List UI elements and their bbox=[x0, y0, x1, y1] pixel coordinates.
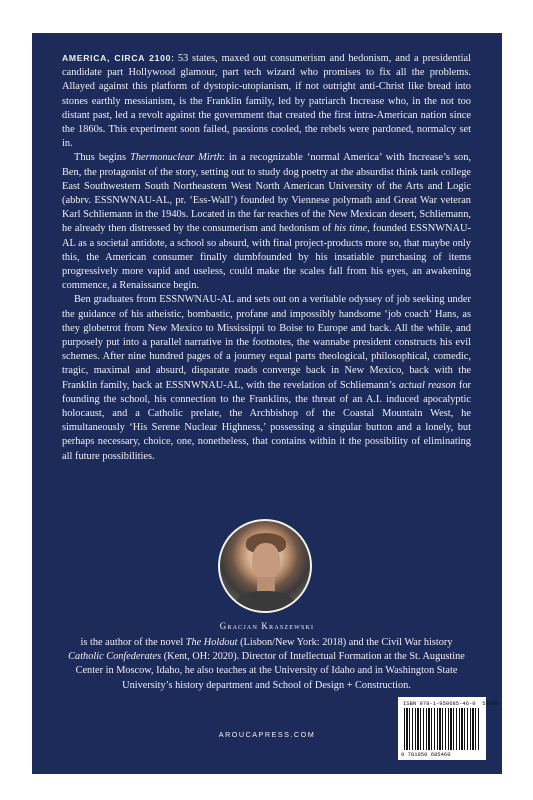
blurb-text: Ben graduates from ESSNWNAU-AL and sets out on a veritable odyssey of job seeking under the guidance of his atheistic, bombastic, profane and impossibly handsome ‘job coach’ Hans, as they globetrot from New Mexico to Mississippi to Boise to Europe and back. All the while, and purposely put into a parallel narrative in the footnotes, the wannabe president constructs his evil schemes. After nine hundred pages of a journey equal parts theological, philosophical, comedic, tragic, maximal and absurd, disparate roads converge back in New Mexico, back with the Franklin family, back at ESSNWNAU-AL, with the revelation of Schliemann’s bbox=[62, 294, 471, 391]
author-bio bbox=[66, 636, 467, 693]
emphasis-text: actual reason bbox=[398, 379, 456, 391]
blurb-text: : in a recognizable ‘normal America’ with Increase’s son, Ben, the protagonist of the story, setting out to study dog poetry at the absurdist think tank college East Southwestern South Northeastern West North American University of the Arts and Logic (abbrv. ESSNWNAU-AL, pr. ‘Ess-Wall’) founded by Viennese polymath and Great War veteran Karl Schliemann in the 1940s. Located in the far reaches of the New Mexican desert, Schliemann, he already then distressed by the consumerism and hedonism of bbox=[62, 152, 471, 235]
book-title: Catholic Confederates bbox=[68, 651, 162, 663]
blurb-text: Thus begins bbox=[74, 152, 131, 164]
book-title: The Holdout bbox=[185, 637, 238, 648]
emphasis-text: his time bbox=[334, 223, 368, 235]
publisher-url: AROUCAPRESS.COM bbox=[218, 730, 316, 739]
author-name: Gracjan Kraszewski bbox=[219, 621, 315, 631]
barcode-bars bbox=[404, 708, 480, 750]
barcode bbox=[398, 697, 499, 760]
blurb-text: , founded ESSNWNAU-AL as a societal antidote, a school so absurd, with final project-products more so, that maybe only this, the American consumer finally dumbfounded by his insatiable purchasing of items progressively more vapid and useless, could make the scales fall from his eyes, an awakening commence, a Renaissance begin. bbox=[62, 223, 471, 292]
blurb-paragraph-3 bbox=[62, 293, 471, 463]
book-title: Thermonuclear Mirth bbox=[130, 152, 222, 164]
bio-text: is the author of the novel bbox=[80, 637, 186, 648]
blurb-text: : 53 states, maxed out consumerism and hedonism, and a presidential candidate part Hollywood glamour, part tech wizard who promises to fix all the problems. Allayed against this platform of dystopic-utopianism, if not outright anti-Christ like bread into stones earthly messianism, is the Franklin family, led by patriarch Increase who, in the not too distant past, led a revolt against the government that created the first intra-American nation since the 1860s. This experiment soon failed, passions cooled, the rebels were pardoned, normalcy set in. bbox=[62, 53, 471, 150]
back-cover bbox=[32, 33, 502, 774]
blurb-text: for founding the school, his connection to the Franklins, the threat of an A.I. induced apocalyptic holocaust, and a Catholic prelate, the Archbishop of the Coastal Mountain West, he simultaneously ‘His Serene Nuclear Highness,’ possessing a singular button and a lonely, but perhaps necessary, choice, one, nonetheless, that contains within it the possibility of eliminating all future possibilities. bbox=[62, 379, 471, 462]
blurb bbox=[62, 51, 471, 464]
barcode-number: 9 781950 685460 bbox=[401, 751, 451, 758]
author-photo-shirt bbox=[235, 591, 295, 613]
blurb-paragraph-2 bbox=[62, 151, 471, 293]
bio-text: (Lisbon/New York: 2018) and the Civil War history bbox=[237, 637, 453, 648]
author-photo bbox=[218, 519, 312, 613]
blurb-paragraph-1 bbox=[62, 51, 471, 151]
isbn-text: ISBN 978-1-950685-46-0 bbox=[403, 700, 476, 707]
blurb-lead: AMERICA, CIRCA 2100 bbox=[62, 53, 172, 63]
bio-text: (Kent, OH: 2020). Director of Intellectual Formation at the St. Augustine Center in Moscow, Idaho, he also teaches at the University of Idaho and in Washington State University’s history department and School of Design + Construction. bbox=[75, 651, 465, 691]
isbn-label bbox=[403, 700, 499, 707]
price-code: 51000 bbox=[482, 700, 499, 707]
author-photo-face bbox=[252, 543, 280, 581]
